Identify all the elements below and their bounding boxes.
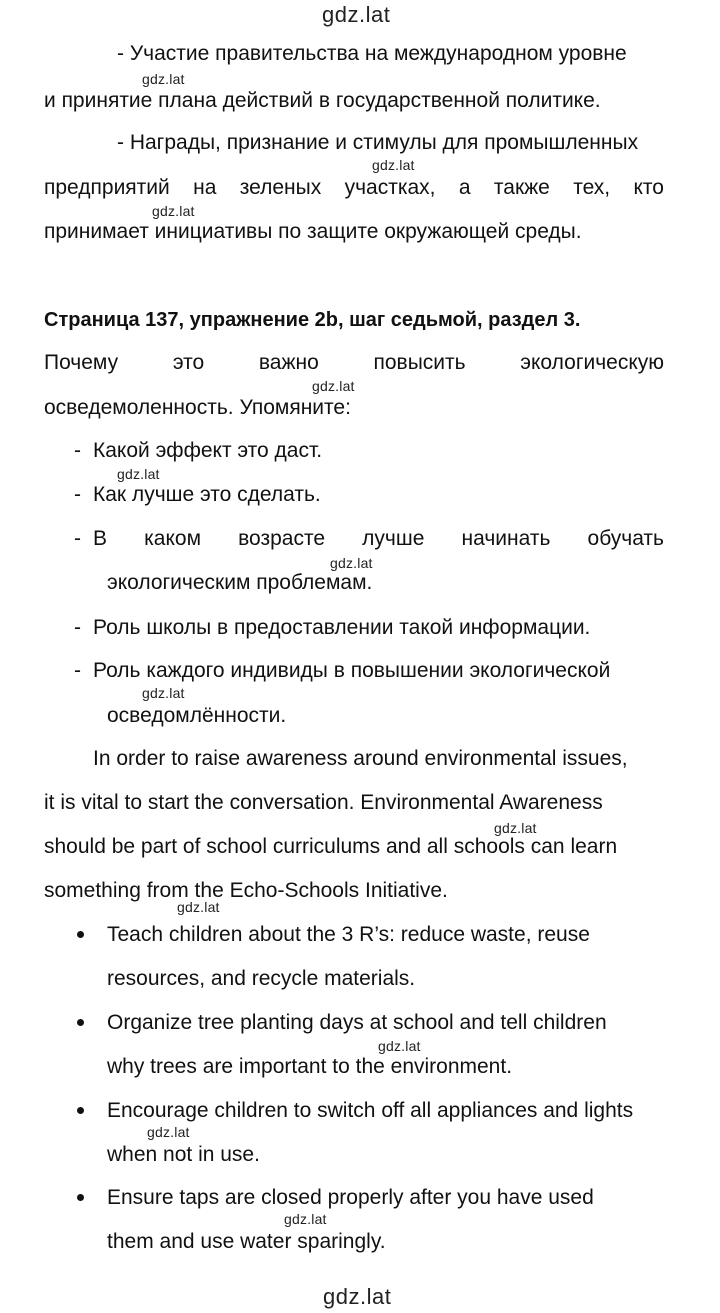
watermark: gdz.lat bbox=[152, 203, 195, 219]
dash-item: Какой эффект это даст. bbox=[93, 439, 323, 462]
para1-line: и принятие плана действий в государственной политике. bbox=[44, 89, 601, 112]
bullet-item-continuation: resources, and recycle materials. bbox=[107, 967, 416, 990]
bullet-item: Organize tree planting days at school and tell children bbox=[107, 1011, 607, 1034]
watermark: gdz.lat bbox=[142, 71, 185, 87]
english-line: it is vital to start the conversation. Environmental Awareness bbox=[44, 791, 603, 814]
bullet-dot bbox=[77, 931, 84, 938]
watermark-top: gdz.lat bbox=[322, 2, 391, 27]
dash-item-continuation: осведомлённости. bbox=[107, 704, 287, 727]
watermark: gdz.lat bbox=[117, 466, 160, 482]
english-line: something from the Echo-Schools Initiative. bbox=[44, 879, 448, 902]
bullet-dot bbox=[77, 1107, 84, 1114]
dash-marker: - bbox=[74, 439, 81, 462]
watermark: gdz.lat bbox=[372, 157, 415, 173]
dash-marker: - bbox=[74, 483, 81, 506]
watermark: gdz.lat bbox=[330, 555, 373, 571]
para2-line: предприятий на зеленых участках, а также тех, кто bbox=[44, 176, 664, 199]
question-line: Почему это важно повысить экологическую bbox=[44, 351, 664, 374]
para2-line: - Награды, признание и стимулы для промышленных bbox=[117, 131, 639, 154]
dash-item: Роль каждого индивиды в повышении экологической bbox=[93, 659, 611, 682]
dash-marker: - bbox=[74, 527, 81, 550]
para2-line: принимает инициативы по защите окружающей среды. bbox=[44, 220, 582, 243]
watermark: gdz.lat bbox=[312, 378, 355, 394]
dash-item: В каком возрасте лучше начинать обучать bbox=[93, 527, 664, 550]
dash-item-continuation: экологическим проблемам. bbox=[107, 571, 373, 594]
bullet-dot bbox=[77, 1194, 84, 1201]
english-line: In order to raise awareness around environmental issues, bbox=[93, 747, 628, 770]
bullet-item: Ensure taps are closed properly after you have used bbox=[107, 1186, 594, 1209]
dash-item: Роль школы в предоставлении такой информации. bbox=[93, 616, 591, 639]
watermark-bottom: gdz.lat bbox=[323, 1284, 392, 1309]
bullet-dot bbox=[77, 1019, 84, 1026]
bullet-item-continuation: when not in use. bbox=[107, 1143, 260, 1166]
english-line: should be part of school curriculums and all schools can learn bbox=[44, 835, 618, 858]
bullet-item: Teach children about the 3 R’s: reduce waste, reuse bbox=[107, 923, 590, 946]
bullet-item-continuation: them and use water sparingly. bbox=[107, 1230, 386, 1253]
dash-item: Как лучше это сделать. bbox=[93, 483, 321, 506]
watermark: gdz.lat bbox=[284, 1211, 327, 1227]
para1-line: - Участие правительства на международном уровне bbox=[117, 42, 627, 65]
watermark: gdz.lat bbox=[177, 899, 220, 915]
page-heading: Страница 137, упражнение 2b, шаг седьмой, раздел 3. bbox=[44, 309, 581, 331]
bullet-item: Encourage children to switch off all appliances and lights bbox=[107, 1099, 634, 1122]
dash-marker: - bbox=[74, 616, 81, 639]
watermark: gdz.lat bbox=[142, 685, 185, 701]
dash-marker: - bbox=[74, 659, 81, 682]
watermark: gdz.lat bbox=[378, 1038, 421, 1054]
watermark: gdz.lat bbox=[147, 1124, 190, 1140]
bullet-item-continuation: why trees are important to the environment. bbox=[107, 1055, 513, 1078]
watermark: gdz.lat bbox=[494, 820, 537, 836]
question-line: осведемоленность. Упомяните: bbox=[44, 396, 351, 419]
